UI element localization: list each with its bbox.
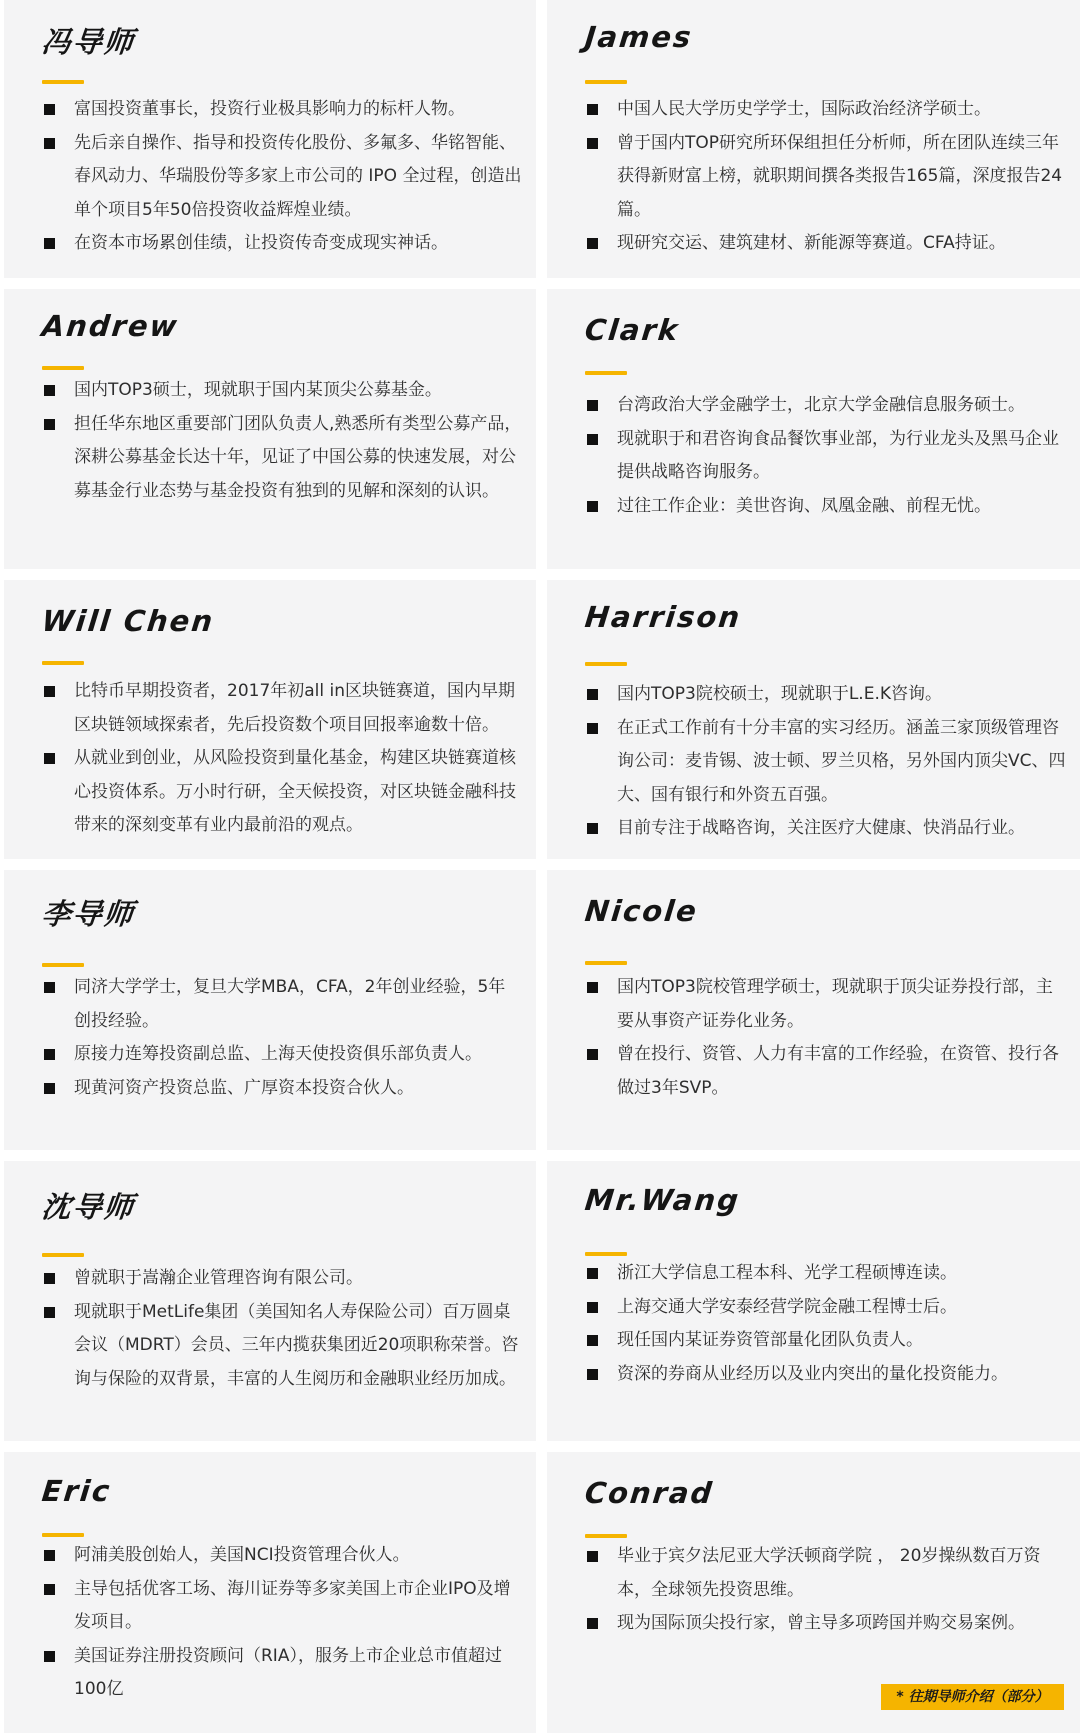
- mentor-card: [4, 289, 536, 569]
- square-bullet-icon: [587, 104, 598, 115]
- accent-bar: [585, 662, 627, 666]
- square-bullet-icon: [44, 1584, 55, 1595]
- bio-list: [42, 675, 522, 843]
- bio-item: [585, 1324, 1066, 1358]
- accent-bar: [585, 1534, 627, 1538]
- bio-text: 担任华东地区重要部门团队负责人,熟悉所有类型公募产品，深耕公募基金长达十年，见证了中国公募的快速发展，对公募基金行业态势与基金投资有独到的见解和深刻的认识。: [74, 413, 522, 501]
- bio-list: [42, 1539, 522, 1707]
- bio-list: [585, 1257, 1066, 1391]
- bio-text: 在正式工作前有十分丰富的实习经历。涵盖三家顶级管理咨询公司：麦肯锡、波士顿、罗兰贝格，另外国内顶尖VC、四大、国有银行和外资五百强。: [617, 717, 1066, 805]
- bio-item: [42, 1072, 522, 1106]
- square-bullet-icon: [587, 501, 598, 512]
- bio-list: [42, 374, 522, 508]
- bio-text: 现就职于和君咨询食品餐饮事业部，为行业龙头及黑马企业提供战略咨询服务。: [617, 428, 1059, 483]
- bio-item: [42, 1262, 522, 1296]
- bio-item: [585, 389, 1066, 423]
- square-bullet-icon: [44, 982, 55, 993]
- bio-text: 毕业于宾夕法尼亚大学沃顿商学院 ， 20岁操纵数百万资本，全球领先投资思维。: [617, 1546, 1041, 1600]
- bio-text: 曾在投行、资管、人力有丰富的工作经验，在资管、投行各做过3年SVP。: [617, 1044, 1059, 1098]
- bio-text: 目前专注于战略咨询，关注医疗大健康、快消品行业。: [617, 818, 1025, 839]
- bio-item: [585, 1607, 1066, 1641]
- square-bullet-icon: [44, 138, 55, 149]
- bio-item: [42, 227, 522, 261]
- square-bullet-icon: [587, 1369, 598, 1380]
- bio-item: [42, 742, 522, 843]
- bio-text: 现就职于MetLife集团（美国知名人寿保险公司）百万圆桌会议（MDRT）会员、三年内揽获集团近20项职称荣誉。咨询与保险的双背景，丰富的人生阅历和金融职业经历加成。: [74, 1301, 519, 1389]
- bio-item: [585, 490, 1066, 524]
- accent-bar: [42, 661, 84, 665]
- mentor-name: Clark: [583, 313, 682, 347]
- bio-text: 浙江大学信息工程本科、光学工程硕博连读。: [617, 1263, 957, 1283]
- bio-item: [585, 712, 1066, 813]
- square-bullet-icon: [44, 419, 55, 430]
- square-bullet-icon: [44, 385, 55, 396]
- bio-item: [585, 1540, 1066, 1607]
- bio-text: 富国投资董事长，投资行业极具影响力的标杆人物。: [74, 99, 465, 119]
- bio-item: [42, 374, 522, 408]
- bio-item: [42, 127, 522, 228]
- bio-item: [585, 127, 1066, 228]
- bio-text: 国内TOP3硕士，现就职于国内某顶尖公募基金。: [74, 380, 442, 400]
- bio-list: [42, 971, 522, 1105]
- bio-text: 现研究交运、建筑建材、新能源等赛道。CFA持证。: [617, 233, 1006, 254]
- mentor-card: [547, 1161, 1080, 1441]
- bio-item: [585, 1358, 1066, 1392]
- bio-text: 现黄河资产投资总监、广厚资本投资合伙人。: [74, 1077, 414, 1098]
- bio-list: [585, 678, 1066, 846]
- mentor-name: Mr.Wang: [583, 1183, 742, 1217]
- mentor-name: 沈导师: [40, 1190, 137, 1224]
- bio-list: [585, 971, 1066, 1105]
- bio-item: [42, 93, 522, 127]
- bio-text: 过往工作企业：美世咨询、凤凰金融、前程无忧。: [617, 495, 991, 516]
- bio-text: 从就业到创业，从风险投资到量化基金，构建区块链赛道核心投资体系。万小时行研，全天候投资，对区块链金融科技带来的深刻变革有业内最前沿的观点。: [74, 748, 516, 836]
- square-bullet-icon: [587, 434, 598, 445]
- bio-item: [585, 93, 1066, 127]
- bio-item: [585, 812, 1066, 846]
- square-bullet-icon: [44, 238, 55, 249]
- square-bullet-icon: [587, 138, 598, 149]
- accent-bar: [585, 1252, 627, 1256]
- square-bullet-icon: [587, 723, 598, 734]
- mentor-name: James: [583, 20, 695, 54]
- square-bullet-icon: [587, 1268, 598, 1279]
- bio-text: 比特币早期投资者，2017年初all in区块链赛道，国内早期区块链领域探索者，先后投资数个项目回报率逾数十倍。: [74, 681, 516, 735]
- bio-item: [585, 423, 1066, 490]
- bio-item: [585, 1291, 1066, 1325]
- mentor-card: [547, 580, 1080, 859]
- accent-bar: [585, 961, 627, 965]
- bio-text: 同济大学学士，复旦大学MBA，CFA，2年创业经验，5年创投经验。: [74, 977, 506, 1031]
- mentor-name: Conrad: [583, 1476, 716, 1510]
- bio-text: 国内TOP3院校硕士，现就职于L.E.K咨询。: [617, 684, 942, 704]
- bio-item: [42, 408, 522, 509]
- bio-text: 国内TOP3院校管理学硕士，现就职于顶尖证券投行部，主要从事资产证券化业务。: [617, 977, 1053, 1031]
- mentor-name: 冯导师: [40, 25, 137, 59]
- square-bullet-icon: [44, 1049, 55, 1060]
- bio-text: 中国人民大学历史学学士，国际政治经济学硕士。: [617, 99, 991, 119]
- square-bullet-icon: [587, 1302, 598, 1313]
- accent-bar: [585, 80, 627, 84]
- bio-list: [585, 1540, 1066, 1641]
- bio-list: [42, 1262, 522, 1396]
- bio-item: [42, 1640, 522, 1707]
- mentor-name: 李导师: [40, 897, 137, 931]
- square-bullet-icon: [44, 1550, 55, 1561]
- square-bullet-icon: [44, 1651, 55, 1662]
- square-bullet-icon: [44, 1307, 55, 1318]
- mentor-name: Harrison: [583, 600, 744, 634]
- mentor-card: [4, 580, 536, 859]
- bio-item: [42, 675, 522, 742]
- accent-bar: [42, 963, 84, 967]
- square-bullet-icon: [44, 686, 55, 697]
- bio-text: 在资本市场累创佳绩，让投资传奇变成现实神话。: [74, 233, 448, 254]
- square-bullet-icon: [587, 1618, 598, 1629]
- bio-item: [585, 1038, 1066, 1105]
- bio-item: [585, 227, 1066, 261]
- accent-bar: [42, 80, 84, 84]
- bio-text: 上海交通大学安泰经营学院金融工程博士后。: [617, 1296, 957, 1317]
- bio-item: [585, 678, 1066, 712]
- mentor-name: Andrew: [40, 309, 181, 343]
- bio-text: 资深的券商从业经历以及业内突出的量化投资能力。: [617, 1363, 1008, 1384]
- bio-text: 阿浦美股创始人，美国NCI投资管理合伙人。: [74, 1545, 410, 1565]
- bio-text: 先后亲自操作、指导和投资传化股份、多氟多、华铭智能、春风动力、华瑞股份等多家上市公司的 IPO 全过程，创造出单个项目5年50倍投资收益辉煌业绩。: [74, 132, 522, 220]
- accent-bar: [42, 1533, 84, 1537]
- mentor-name: Eric: [40, 1474, 114, 1508]
- square-bullet-icon: [44, 1083, 55, 1094]
- mentor-name: Will Chen: [40, 604, 216, 638]
- bio-list: [585, 389, 1066, 523]
- bio-text: 现为国际顶尖投行家，曾主导多项跨国并购交易案例。: [617, 1613, 1025, 1634]
- bio-text: 美国证券注册投资顾问（RIA），服务上市企业总市值超过100亿: [74, 1645, 502, 1700]
- square-bullet-icon: [587, 982, 598, 993]
- bio-text: 曾就职于嵩瀚企业管理咨询有限公司。: [74, 1268, 363, 1288]
- bio-item: [42, 1539, 522, 1573]
- bio-item: [585, 971, 1066, 1038]
- mentor-name: Nicole: [583, 894, 700, 928]
- mentor-card: [547, 870, 1080, 1150]
- bio-text: 原接力连筹投资副总监、上海天使投资俱乐部负责人。: [74, 1044, 482, 1065]
- bio-item: [585, 1257, 1066, 1291]
- mentor-card: [547, 289, 1080, 569]
- bio-item: [42, 1038, 522, 1072]
- square-bullet-icon: [587, 1335, 598, 1346]
- bio-item: [42, 1573, 522, 1640]
- square-bullet-icon: [587, 1049, 598, 1060]
- bio-item: [42, 1296, 522, 1397]
- mentor-card: [4, 1161, 536, 1441]
- bio-text: 曾于国内TOP研究所环保组担任分析师，所在团队连续三年获得新财富上榜，就职期间撰各类报告165篇，深度报告24篇。: [617, 132, 1063, 220]
- square-bullet-icon: [44, 1273, 55, 1284]
- square-bullet-icon: [587, 400, 598, 411]
- square-bullet-icon: [587, 823, 598, 834]
- square-bullet-icon: [587, 1551, 598, 1562]
- square-bullet-icon: [587, 689, 598, 700]
- square-bullet-icon: [44, 104, 55, 115]
- bio-text: 现任国内某证券资管部量化团队负责人。: [617, 1330, 923, 1351]
- square-bullet-icon: [44, 753, 55, 764]
- square-bullet-icon: [587, 238, 598, 249]
- bio-list: [42, 93, 522, 261]
- mentor-card: [4, 1452, 536, 1733]
- accent-bar: [585, 371, 627, 375]
- footnote-badge: * 往期导师介绍（部分）: [881, 1684, 1064, 1710]
- bio-item: [42, 971, 522, 1038]
- mentor-card: [547, 0, 1080, 278]
- accent-bar: [42, 1253, 84, 1257]
- bio-text: 主导包括优客工场、海川证券等多家美国上市企业IPO及增发项目。: [74, 1578, 511, 1633]
- mentor-card: [4, 0, 536, 278]
- accent-bar: [42, 366, 84, 370]
- bio-text: 台湾政治大学金融学士，北京大学金融信息服务硕士。: [617, 395, 1025, 415]
- bio-list: [585, 93, 1066, 261]
- mentor-card: [4, 870, 536, 1150]
